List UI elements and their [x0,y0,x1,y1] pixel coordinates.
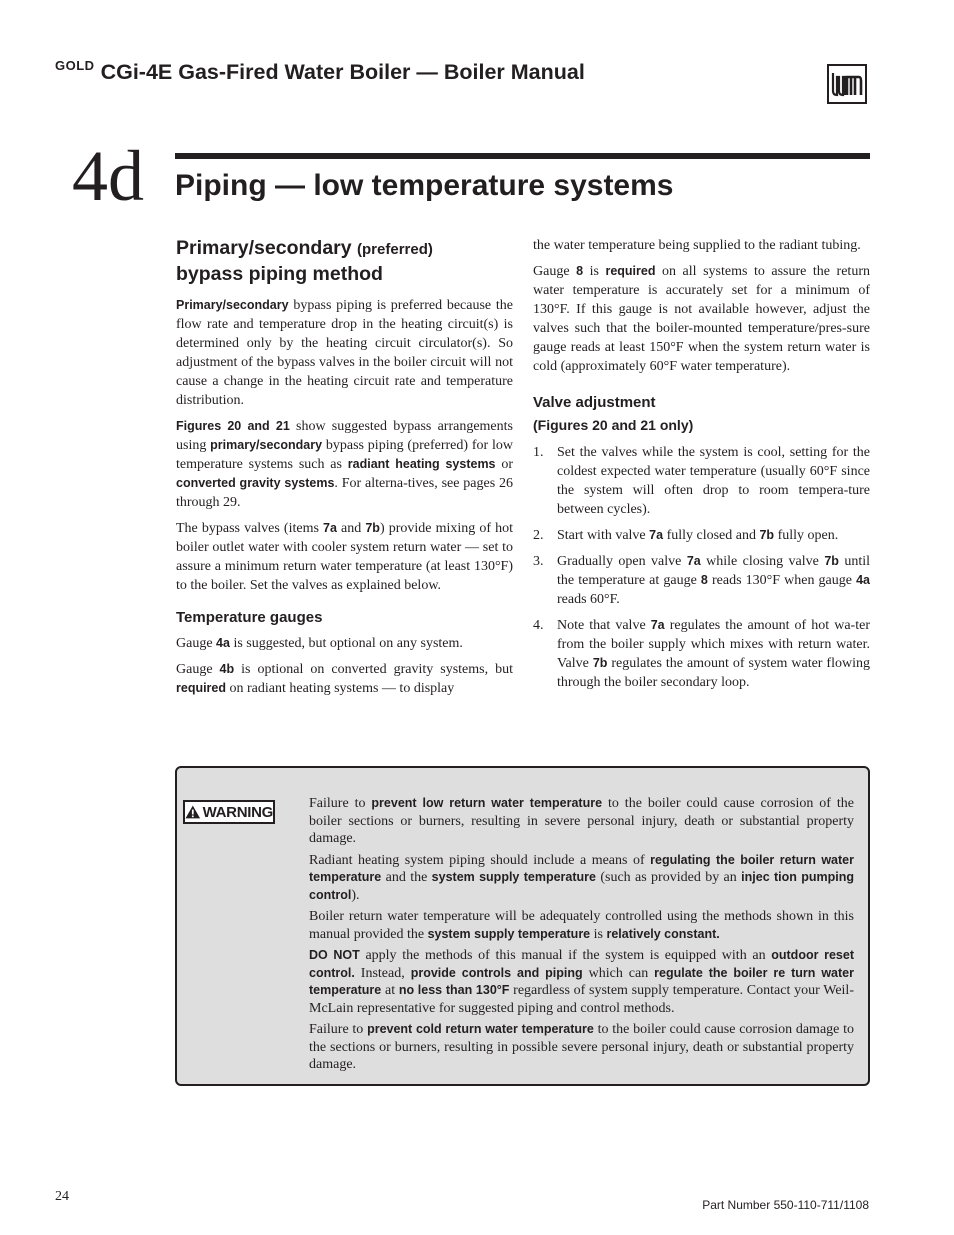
paragraph: Gauge 8 is required on all systems to assure the return water temperature is accurately set for a minimum of 130°F. If this gauge is not available however, adjust the valves such that the boiler-mounted temperature/pres-sure gauge reads at least 150°F when the system return water is cold (approximately 60°F water temperature). [533,264,870,374]
warning-label [183,800,275,824]
section-rule [175,153,870,159]
section-number: 4d [72,136,144,216]
emphasis: 7b [365,521,380,535]
heading-line2: bypass piping method [176,263,383,285]
emphasis: required [605,264,656,278]
heading-preferred: (preferred) [357,241,433,258]
step-number: 4. [533,618,544,633]
emphasis: system supply temperature [431,870,596,884]
warning-label-text: WARNING [202,803,273,821]
heading-main: Primary/secondary [176,237,358,259]
left-column [176,236,513,705]
warning-triangle-icon [185,805,201,819]
warning-paragraph: Failure to prevent cold return water temperature to the boiler could cause corrosion damage to the sections or burners, resulting in possible severe personal injury, death or substantial property damage. [309,1022,855,1072]
paragraph: Primary/secondary bypass piping is preferred because the flow rate and temperature drop in the heating circuit(s) is determined only by the heating circuit circulator(s). So adjustment of the bypass valves in the boiler circuit will not cause a change in the heating circuit rate and temperature distribution. [176,298,513,408]
emphasis: 8 [576,264,584,278]
warning-text [309,795,854,1078]
emphasis: provide controls and piping [410,965,583,980]
section-title: Piping — low temperature systems [175,169,674,202]
step-number: 3. [533,554,544,569]
warning-paragraph: DO NOT apply the methods of this manual if the system is equipped with an outdoor reset control. Instead, provide controls and piping which can regulate the boiler re turn water temperature at no less than 130°F regardless of system supply temperature. Contact your Weil-McLain representative for suggested piping and control methods. [309,948,854,1016]
brand-label: GOLD [55,58,95,73]
list-item [533,526,870,545]
list-item [533,552,870,609]
emphasis: regulating the boiler return water temperature [309,852,854,884]
step-text: Start with valve 7a fully closed and 7b fully open. [557,528,839,543]
emphasis: radiant heating systems [347,457,496,471]
emphasis: system supply temperature [427,926,591,941]
part-number [702,1198,869,1212]
emphasis: prevent cold return water temperature [367,1022,594,1036]
valve-steps-list [533,443,870,692]
emphasis: relatively constant. [606,926,720,941]
emphasis: Figures 20 and 21 [176,419,290,433]
paragraph: Gauge 4b is optional on converted gravity systems, but required on radiant heating systems — to display [176,662,513,696]
temperature-gauges-heading: Temperature gauges [176,609,323,626]
paragraph: Gauge 4a is suggested, but optional on any system. [176,636,463,651]
emphasis: converted gravity systems [176,476,335,490]
emphasis: 4a [216,636,230,650]
list-item [533,443,870,519]
emphasis: 7a [649,528,664,542]
emphasis: 7b [759,528,775,542]
emphasis: 4b [219,662,235,676]
emphasis: outdoor reset control. [309,948,854,980]
emphasis: prevent low return water temperature [371,796,603,810]
manual-title: CGi-4E Gas-Fired Water Boiler — Boiler Manual [100,60,585,84]
emphasis: Primary/secondary [176,298,289,312]
step-text: Set the valves while the system is cool, setting for the coldest expected water temperature (usually 60°F since the system will often drop to room tempera-ture between cycles). [557,445,870,517]
list-item [533,616,870,692]
emphasis: 4a [856,573,870,587]
weil-mclain-logo [827,64,867,104]
emphasis: 7b [592,656,608,670]
emphasis: 7b [824,554,839,568]
logo-icon [831,69,863,99]
emphasis: injec tion pumping control [309,870,854,902]
warning-paragraph: Failure to prevent low return water temperature to the boiler could cause corrosion of the boiler sections or burners, resulting in severe personal injury, death or substantial property damage. [309,796,854,846]
step-number: 1. [533,445,544,460]
valve-adjustment-heading: Valve adjustment [533,394,656,411]
warning-paragraph: Boiler return water temperature will be adequately controlled using the methods shown in this manual provided the system supply temperature is relatively constant. [309,909,854,942]
emphasis: primary/secondary [210,438,323,452]
valve-adjustment-subheading: (Figures 20 and 21 only) [533,417,694,433]
part-number-value: 550-110-711/1108 [773,1198,869,1212]
emphasis: no less than 130°F [398,983,510,997]
part-number-label: Part Number [702,1198,771,1212]
page-number: 24 [55,1189,69,1204]
emphasis: 7a [650,618,665,632]
emphasis: DO NOT [309,948,360,962]
emphasis: 8 [700,573,708,587]
emphasis: 7a [686,554,701,568]
document-header [55,60,585,85]
step-text: Note that valve 7a regulates the amount of hot wa-ter from the boiler supply which mixes with return water. Valve 7b regulates the amount of system water flowing through the boiler secondary loop. [557,618,870,690]
paragraph: the water temperature being supplied to the radiant tubing. [533,238,861,253]
emphasis: 7a [323,521,337,535]
primary-secondary-heading [176,236,513,286]
emphasis: required [176,681,227,695]
step-number: 2. [533,528,544,543]
step-text: Gradually open valve 7a while closing valve 7b until the temperature at gauge 8 reads 130°F when gauge 4a reads 60°F. [557,554,871,607]
paragraph: The bypass valves (items 7a and 7b) provide mixing of hot boiler outlet water with cooler system return water — set to assure a minimum return water temperature (at least 130°F) to the boiler. Set the valves as explained below. [176,521,513,593]
emphasis: regulate the boiler re turn water temperature [309,965,854,997]
paragraph: Figures 20 and 21 show suggested bypass arrangements using primary/secondary bypass piping (preferred) for low temperature systems such as radiant heating systems or converted gravity systems. For alterna-tives, see pages 26 through 29. [176,419,514,510]
warning-paragraph: Radiant heating system piping should include a means of regulating the boiler return water temperature and the system supply temperature (such as provided by an injec tion pumping control). [309,852,854,903]
right-column [533,236,870,699]
